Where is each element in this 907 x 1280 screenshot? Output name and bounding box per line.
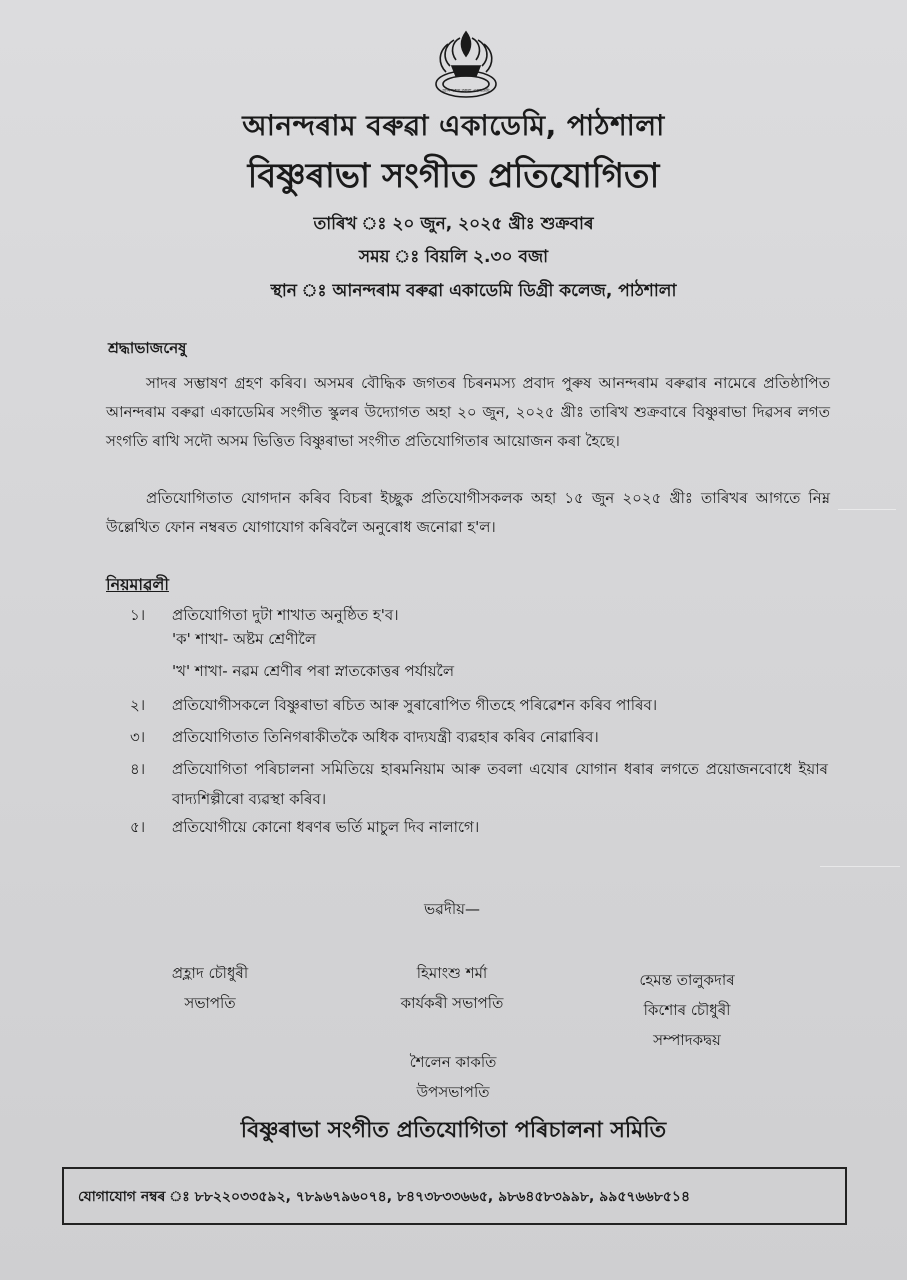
rule-text: প্ৰতিযোগীয়ে কোনো ধৰণৰ ভৰ্তি মাচুল দিব নালাগে।	[172, 818, 480, 836]
rule-text: প্ৰতিযোগিতা দুটা শাখাত অনুষ্ঠিত হ'ব।	[172, 606, 399, 624]
event-title: বিষ্ণুৰাভা সংগীত প্ৰতিযোগিতা	[247, 156, 660, 196]
registration-paragraph: প্ৰতিযোগিতাত যোগদান কৰিব বিচৰা ইচ্ছুক প্ৰতিযোগীসকলক অহা ১৫ জুন ২০২৫ খ্ৰীঃ তাৰিখৰ আগতে নিম্ন উল্লেখিত ফোন নম্বৰত যোগাযোগ কৰিবলৈ অনুৰোধ জনোৱা হ'ল।	[106, 489, 830, 536]
rule-number: ১।	[130, 606, 146, 624]
svg-text:আনন্দৰাম বৰুৱা একাডেমি: আনন্দৰাম বৰুৱা একাডেমি	[442, 89, 490, 94]
rules-heading: নিয়মাৱলী	[106, 575, 169, 594]
event-time: সময় ঃ বিয়লি ২.৩০ বজা	[358, 247, 549, 267]
branch-kha: 'খ' শাখা- নৱম শ্ৰেণীৰ পৰা স্নাতকোত্তৰ পৰ্যায়লৈ	[172, 662, 455, 680]
organization-name: আনন্দৰাম বৰুৱা একাডেমি, পাঠশালা	[242, 109, 665, 142]
academy-emblem-icon	[430, 26, 502, 104]
rule-text: প্ৰতিযোগিতাত তিনিগৰাকীতকৈ অধিক বাদ্যযন্ত্ৰী ব্যৱহাৰ কৰিব নোৱাৰিব।	[172, 728, 599, 746]
signatory-name: কিশোৰ চৌধুৰী	[643, 1001, 731, 1019]
event-venue: স্থান ঃ আনন্দৰাম বৰুৱা একাডেমি ডিগ্ৰী কলেজ, পাঠশালা	[270, 281, 677, 301]
salutation: শ্ৰদ্ধাভাজনেষু	[108, 339, 187, 357]
signatory-working-president	[372, 958, 532, 1018]
rule-text: প্ৰতিযোগিতা পৰিচালনা সমিতিয়ে হাৰমনিয়াম আৰু তবলা এযোৰ যোগান ধৰাৰ লগতে প্ৰয়োজনবোধে ইয়াৰ বাদ্যশিল্পীৰো ব্যৱস্থা কৰিব।	[172, 760, 828, 808]
signatory-title: সম্পাদকদ্বয়	[653, 1031, 721, 1049]
signatory-name: প্ৰহ্লাদ চৌধুৰী	[171, 964, 249, 982]
scan-artifact	[838, 509, 896, 510]
scan-artifact	[820, 866, 900, 867]
rule-number: ২।	[130, 696, 146, 714]
signatory-title: সভাপতি	[184, 994, 236, 1012]
closing-phrase: ভৱদীয়—	[424, 900, 480, 918]
signatory-secretaries	[612, 965, 762, 1055]
signatory-name: শৈলেন কাকতি	[409, 1053, 497, 1071]
signatory-president	[140, 958, 280, 1018]
event-date: তাৰিখ ঃ ২০ জুন, ২০২৫ খ্ৰীঃ শুক্ৰবাৰ	[313, 214, 594, 234]
signatory-name: হেমন্ত তালুকদাৰ	[639, 971, 735, 989]
contact-numbers: যোগাযোগ নম্বৰ ঃ ৮৮২২০৩৩৫৯২, ৭৮৯৬৭৯৬০৭৪, ৮৪৭৩৮৩৩৬৬৫, ৯৮৬৪৫৮৩৯৯৮, ৯৯৫৭৬৬৮৫১৪	[78, 1189, 691, 1205]
signatory-title: উপসভাপতি	[416, 1083, 490, 1101]
rule-number: ৪।	[130, 760, 146, 778]
contact-box	[62, 1167, 847, 1225]
invitation-paragraph: সাদৰ সম্ভাষণ গ্ৰহণ কৰিব। অসমৰ বৌদ্ধিক জগতৰ চিৰনমস্য প্ৰবাদ পুৰুষ আনন্দৰাম বৰুৱাৰ নামেৰে প্ৰতিষ্ঠাপিত আনন্দৰাম বৰুৱা একাডেমিৰ সংগীত স্কুলৰ উদ্যোগত অহা ২০ জুন, ২০২৫ খ্ৰীঃ তাৰিখ শুক্ৰবাৰে বিষ্ণুৰাভা দিৱসৰ লগত সংগতি ৰাখি সদৌ অসম ভিত্তিত বিষ্ণুৰাভা সংগীত প্ৰতিযোগিতাৰ আয়োজন কৰা হৈছে।	[106, 374, 830, 450]
branch-ka: 'ক' শাখা- অষ্টম শ্ৰেণীলৈ	[172, 630, 317, 648]
rule-number: ৩।	[130, 728, 146, 746]
signatory-name: হিমাংশু শৰ্মা	[416, 964, 488, 982]
signatory-title: কাৰ্যকৰী সভাপতি	[400, 994, 504, 1012]
rule-text: প্ৰতিযোগীসকলে বিষ্ণুৰাভা ৰচিত আৰু সুৰাৰোপিত গীতহে পৰিৱেশন কৰিব পাৰিব।	[172, 696, 658, 714]
signatory-vice-president	[378, 1047, 528, 1107]
committee-name: বিষ্ণুৰাভা সংগীত প্ৰতিযোগিতা পৰিচালনা সমিতি	[240, 1118, 667, 1143]
rule-number: ৫।	[130, 818, 146, 836]
